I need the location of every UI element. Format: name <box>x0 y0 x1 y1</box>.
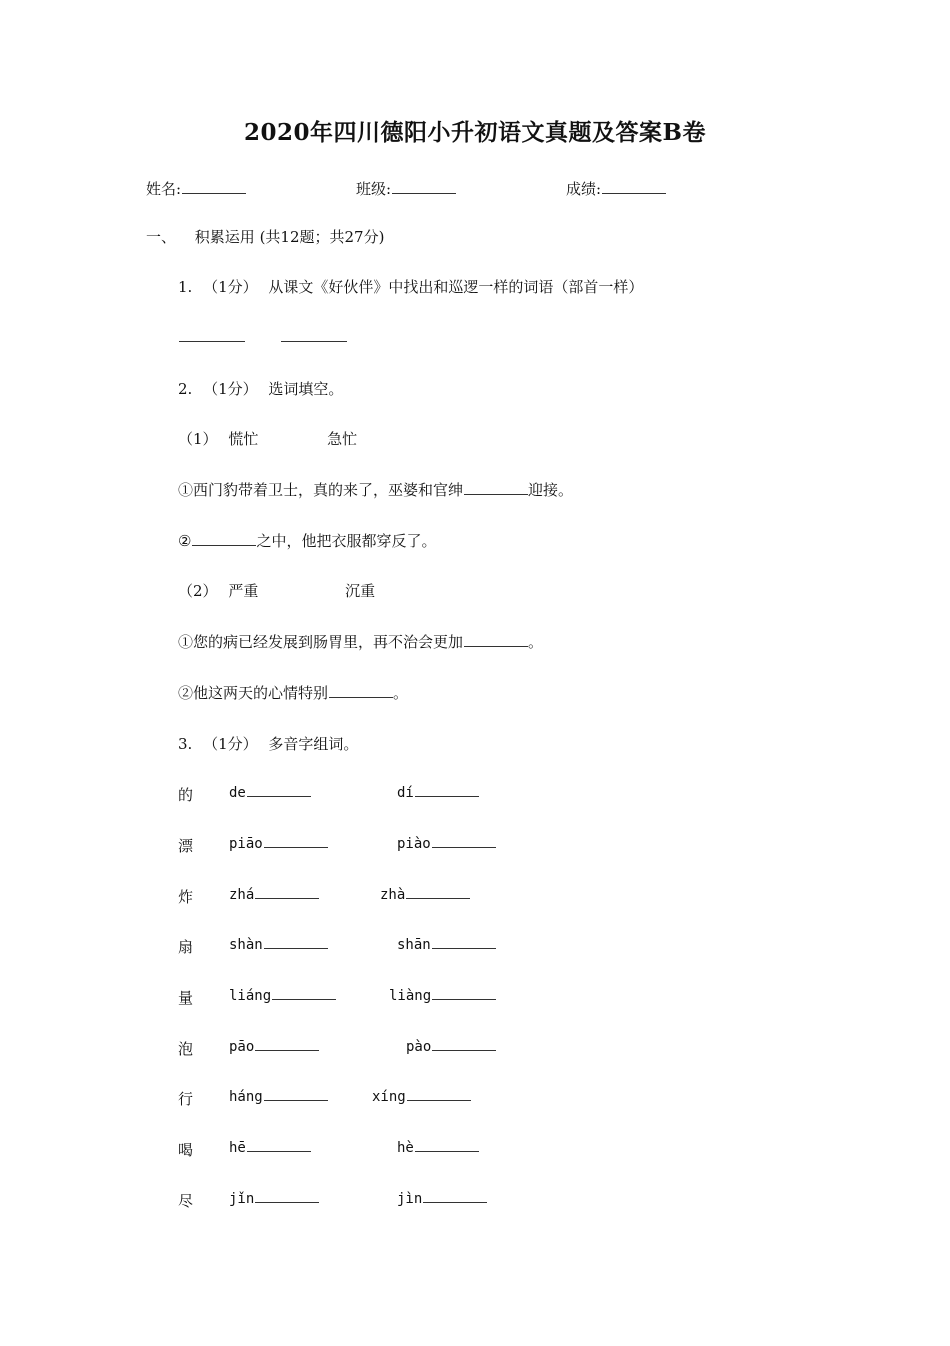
fill-sentence <box>178 682 408 703</box>
polyphone-row <box>178 987 432 1008</box>
name-field <box>146 178 246 199</box>
pinyin: liáng <box>229 988 272 1004</box>
fill-blank[interactable] <box>432 947 496 949</box>
question-points: （1分） <box>203 380 258 398</box>
pinyin: piāo <box>229 836 263 852</box>
pinyin: zhá <box>229 887 255 903</box>
word-option: 急忙 <box>327 430 358 448</box>
sentence-text: ①您的病已经发展到肠胃里，再不治会更加 <box>178 633 464 651</box>
pinyin: de <box>229 785 246 801</box>
question-points: （1分） <box>203 735 258 753</box>
pinyin: shàn <box>229 937 263 953</box>
section-heading <box>146 226 384 247</box>
fill-sentence <box>178 479 573 500</box>
sentence-text: 之中，他把衣服都穿反了。 <box>256 532 437 550</box>
polyphone-char: 炸 <box>178 888 194 906</box>
pinyin: pāo <box>229 1039 255 1055</box>
word-group-2 <box>178 580 375 601</box>
fill-blank[interactable] <box>255 1049 319 1051</box>
pinyin: shān <box>397 937 431 953</box>
pinyin: hē <box>229 1140 246 1156</box>
fill-blank[interactable] <box>407 1099 471 1101</box>
class-field <box>356 178 456 199</box>
answer-blank-1[interactable] <box>179 340 245 342</box>
fill-blank[interactable] <box>406 897 470 899</box>
question-text: 多音字组词。 <box>268 735 359 753</box>
fill-blank[interactable] <box>255 1201 319 1203</box>
pinyin: hè <box>397 1140 414 1156</box>
pinyin: dí <box>397 785 414 801</box>
polyphone-char: 漂 <box>178 837 194 855</box>
group-label: （2） <box>178 582 218 600</box>
question-text: 选词填空。 <box>268 380 344 398</box>
question-number: 2. <box>178 380 193 398</box>
pinyin: háng <box>229 1089 263 1105</box>
class-label: 班级: <box>356 180 392 198</box>
fill-blank[interactable] <box>464 493 528 495</box>
fill-blank[interactable] <box>432 1049 496 1051</box>
score-label: 成绩: <box>566 180 602 198</box>
polyphone-row <box>178 1139 414 1160</box>
section-number: 一、 <box>146 228 177 246</box>
polyphone-row <box>178 784 414 805</box>
sentence-text: ② <box>178 532 192 550</box>
class-blank[interactable] <box>392 192 456 194</box>
sentence-text: ②他这两天的心情特别 <box>178 684 329 702</box>
fill-blank[interactable] <box>247 795 311 797</box>
score-field <box>566 178 666 199</box>
polyphone-char: 量 <box>178 989 194 1007</box>
section-title: 积累运用 (共12题；共27分) <box>194 228 385 246</box>
fill-sentence <box>178 631 543 652</box>
question-points: （1分） <box>203 278 258 296</box>
question-number: 3. <box>178 735 193 753</box>
fill-blank[interactable] <box>264 1099 328 1101</box>
fill-blank[interactable] <box>192 544 256 546</box>
polyphone-row <box>178 1088 406 1109</box>
polyphone-row <box>178 835 431 856</box>
word-option: 慌忙 <box>228 430 259 448</box>
polyphone-row <box>178 1190 423 1211</box>
fill-sentence <box>178 530 436 551</box>
fill-blank[interactable] <box>415 795 479 797</box>
fill-blank[interactable] <box>423 1201 487 1203</box>
question-3 <box>178 733 358 754</box>
pinyin: zhà <box>380 887 406 903</box>
polyphone-row <box>178 886 406 907</box>
word-option: 严重 <box>228 582 259 600</box>
polyphone-char: 行 <box>178 1090 194 1108</box>
polyphone-char: 尽 <box>178 1192 194 1210</box>
question-1-answer <box>178 328 347 346</box>
polyphone-row <box>178 936 431 957</box>
fill-blank[interactable] <box>464 645 528 647</box>
fill-blank[interactable] <box>272 998 336 1000</box>
question-number: 1. <box>178 278 193 296</box>
polyphone-char: 泡 <box>178 1040 194 1058</box>
fill-blank[interactable] <box>255 897 319 899</box>
answer-blank-2[interactable] <box>281 340 347 342</box>
fill-blank[interactable] <box>329 696 393 698</box>
fill-blank[interactable] <box>432 846 496 848</box>
group-label: （1） <box>178 430 218 448</box>
name-label: 姓名: <box>146 180 182 198</box>
score-blank[interactable] <box>602 192 666 194</box>
pinyin: xíng <box>372 1089 406 1105</box>
fill-blank[interactable] <box>264 846 328 848</box>
pinyin: liàng <box>389 988 432 1004</box>
polyphone-char: 的 <box>178 786 194 804</box>
pinyin: jìn <box>397 1191 423 1207</box>
polyphone-char: 喝 <box>178 1141 194 1159</box>
name-blank[interactable] <box>182 192 246 194</box>
fill-blank[interactable] <box>415 1150 479 1152</box>
sentence-text: 。 <box>528 633 544 651</box>
fill-blank[interactable] <box>264 947 328 949</box>
polyphone-char: 扇 <box>178 938 194 956</box>
pinyin: jǐn <box>229 1191 255 1207</box>
pinyin: piào <box>397 836 431 852</box>
word-option: 沉重 <box>345 582 376 600</box>
polyphone-row <box>178 1038 432 1059</box>
question-text: 从课文《好伙伴》中找出和巡逻一样的词语（部首一样） <box>268 278 644 296</box>
word-group-1 <box>178 428 357 449</box>
sentence-text: ①西门豹带着卫士，真的来了，巫婆和官绅 <box>178 481 464 499</box>
fill-blank[interactable] <box>432 998 496 1000</box>
fill-blank[interactable] <box>247 1150 311 1152</box>
question-2 <box>178 378 343 399</box>
sentence-text: 迎接。 <box>528 481 574 499</box>
pinyin: pào <box>406 1039 432 1055</box>
question-1 <box>178 276 643 297</box>
sentence-text: 。 <box>393 684 409 702</box>
document-title: 2020年四川德阳小升初语文真题及答案B卷 <box>244 119 706 146</box>
